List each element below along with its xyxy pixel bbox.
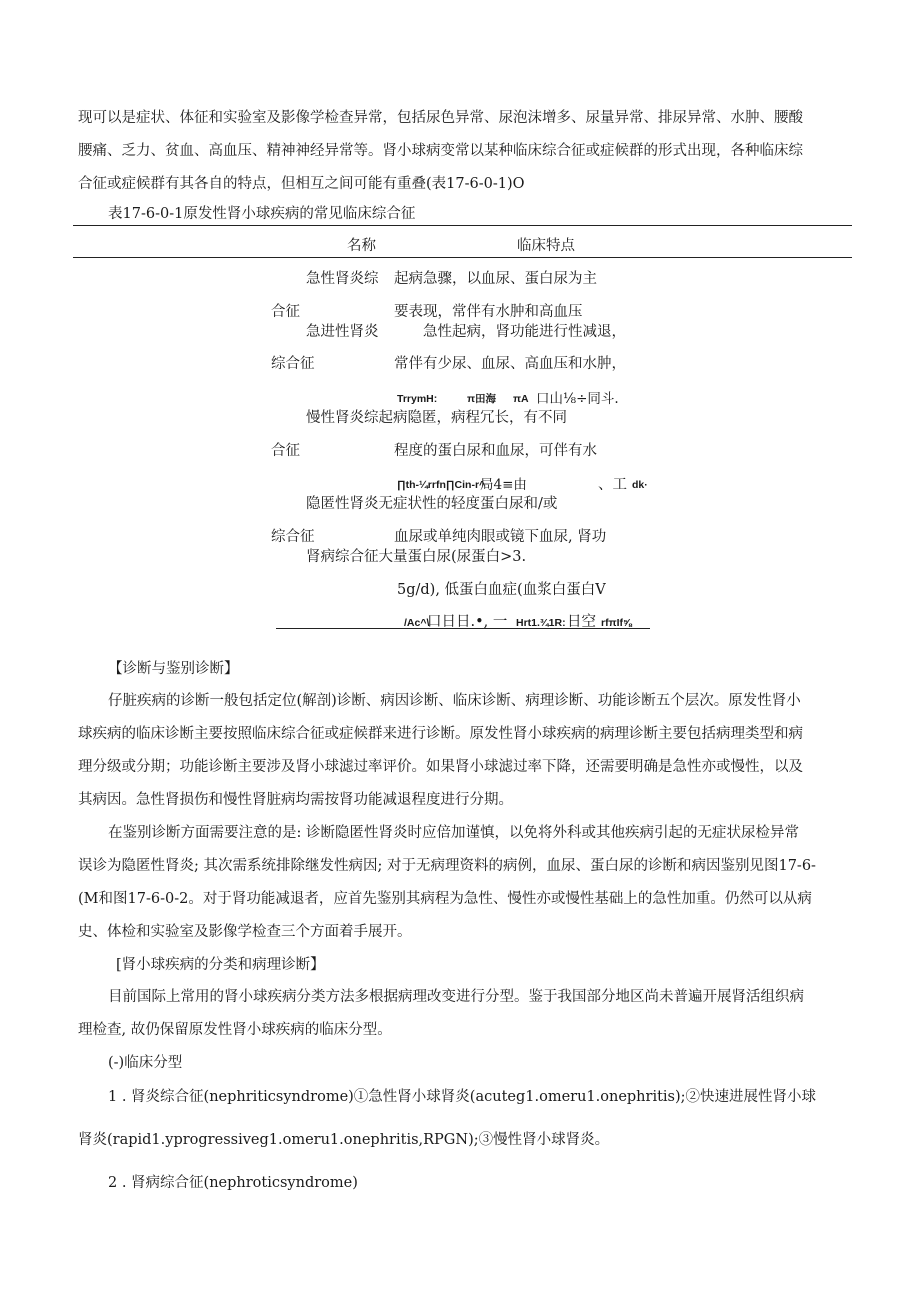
classification-heading: [肾小球疾病的分类和病理诊断】 <box>116 957 325 973</box>
table-cell: 慢性肾炎综起病隐匿，病程冗长，有不同 <box>306 410 567 426</box>
table-cell: 5g/d), 低蛋白血症(血浆白蛋白Ⅴ <box>397 582 606 598</box>
table-cell-garbled: 、工 <box>598 477 627 493</box>
list-item-nephritic: 1 . 肾炎综合征(nephriticsyndrome)①急性肾小球肾炎(acuteg1.omeru1.onephritis);②快速进展性肾小球 <box>108 1089 817 1105</box>
clinical-typing-subheading: (-)临床分型 <box>108 1055 183 1071</box>
table-cell-garbled: 局4≡由 <box>480 477 527 493</box>
table-cell-garbled: 日空 <box>567 614 596 630</box>
table-cell: 合征 <box>271 304 300 320</box>
table-cell: 综合征 <box>271 529 315 545</box>
diagnosis-p2-line: 在鉴别诊断方面需要注意的是: 诊断隐匿性肾炎时应倍加谨慎，以免将外科或其他疾病引起的无症状尿检异常 <box>108 825 799 841</box>
diagnosis-p1-line: 理分级或分期；功能诊断主要涉及肾小球滤过率评价。如果肾小球滤过率下降，还需要明确是急性亦或慢性，以及 <box>78 759 803 775</box>
list-item-nephrotic: 2 . 肾病综合征(nephroticsyndrome) <box>108 1175 358 1191</box>
diagnosis-p2-line: 史、体检和实验室及影像学检查三个方面着手展开。 <box>78 924 412 940</box>
table-cell: 隐匿性肾炎无症状性的轻度蛋白尿和/或 <box>306 496 558 512</box>
diagnosis-p2-line: (M和图17-6-0-2。对于肾功能减退者，应首先鉴别其病程为急性、慢性亦或慢性基础上的急性加重。仍然可以从病 <box>78 891 812 907</box>
table-header-rule <box>73 257 852 258</box>
table-top-rule <box>73 225 852 226</box>
table-cell: 合征 <box>271 443 300 459</box>
table-cell: 常伴有少尿、血尿、高血压和水肿， <box>394 356 626 372</box>
table-caption: 表17-6-0-1原发性肾小球疾病的常见临床综合征 <box>108 206 416 222</box>
table-cell: 血尿或单纯肉眼或镜下血尿, 肾功 <box>394 529 607 545</box>
intro-line-3: 合征或症候群有其各自的特点，但相互之间可能有重叠(表17-6-0-1)O <box>78 176 525 192</box>
table-cell-garbled: Hrt1.¾1R: <box>516 617 566 629</box>
table-header-features: 临床特点 <box>517 238 575 254</box>
table-bottom-rule <box>276 628 650 629</box>
table-cell-garbled: π田海 <box>467 393 497 405</box>
table-cell-garbled: 口山⅛÷同斗. <box>536 391 619 407</box>
table-cell-garbled: rfπIf⅝ <box>601 617 632 629</box>
list-item-nephritic-cont: 肾炎(rapid1.yprogressiveg1.omeru1.onephritis,RPGN);③慢性肾小球肾炎。 <box>78 1132 610 1148</box>
table-cell-garbled: πA <box>513 393 529 405</box>
table-cell-garbled: ∏th-¼rrfn∏Cin-r^ <box>397 479 486 491</box>
table-cell-garbled: dk· <box>632 479 648 491</box>
classification-para-line: 目前国际上常用的肾小球疾病分类方法多根据病理改变进行分型。鉴于我国部分地区尚未普遍开展肾活组织病 <box>108 989 804 1005</box>
diagnosis-p1-line: 其病因。急性肾损伤和慢性肾脏病均需按肾功能减退程度进行分期。 <box>78 792 513 808</box>
classification-para-line: 理检查, 故仍保留原发性肾小球疾病的临床分型。 <box>78 1022 392 1038</box>
diagnosis-p1-line: 仔脏疾病的诊断一般包括定位(解剖)诊断、病因诊断、临床诊断、病理诊断、功能诊断五个层次。原发性肾小 <box>108 693 801 709</box>
diagnosis-heading: 【诊断与鉴别诊断】 <box>108 661 239 677</box>
table-cell: 肾病综合征大量蛋白尿(尿蛋白>3. <box>306 549 527 565</box>
table-cell: 起病急骤，以血尿、蛋白尿为主 <box>394 271 597 287</box>
table-cell: 要表现，常伴有水肿和高血压 <box>394 304 583 320</box>
table-header-name: 名称 <box>347 238 376 254</box>
diagnosis-p1-line: 球疾病的临床诊断主要按照临床综合征或症候群来进行诊断。原发性肾小球疾病的病理诊断主要包括病理类型和病 <box>78 726 803 742</box>
table-cell: 急进性肾炎 <box>306 324 379 340</box>
table-cell: 程度的蛋白尿和血尿，可伴有水 <box>394 443 597 459</box>
table-cell: 急性起病，肾功能进行性减退， <box>423 324 626 340</box>
table-cell-garbled: TrrymH: <box>397 393 438 405</box>
table-cell-garbled: 口日日.•, 一 <box>427 614 508 630</box>
intro-line-1: 现可以是症状、体征和实验室及影像学检查异常，包括尿色异常、尿泡沫增多、尿量异常、排尿异常、水肿、腰酸 <box>78 110 803 126</box>
intro-line-2: 腰痛、乏力、贫血、高血压、精神神经异常等。肾小球病变常以某种临床综合征或症候群的形式出现，各种临床综 <box>78 143 803 159</box>
table-cell: 综合征 <box>271 356 315 372</box>
table-cell-garbled: /Ac^\ <box>404 617 430 629</box>
diagnosis-p2-line: 误诊为隐匿性肾炎; 其次需系统排除继发性病因; 对于无病理资料的病例，血尿、蛋白尿的诊断和病因鉴别见图17-6- <box>78 858 816 874</box>
table-cell: 急性肾炎综 <box>306 271 379 287</box>
